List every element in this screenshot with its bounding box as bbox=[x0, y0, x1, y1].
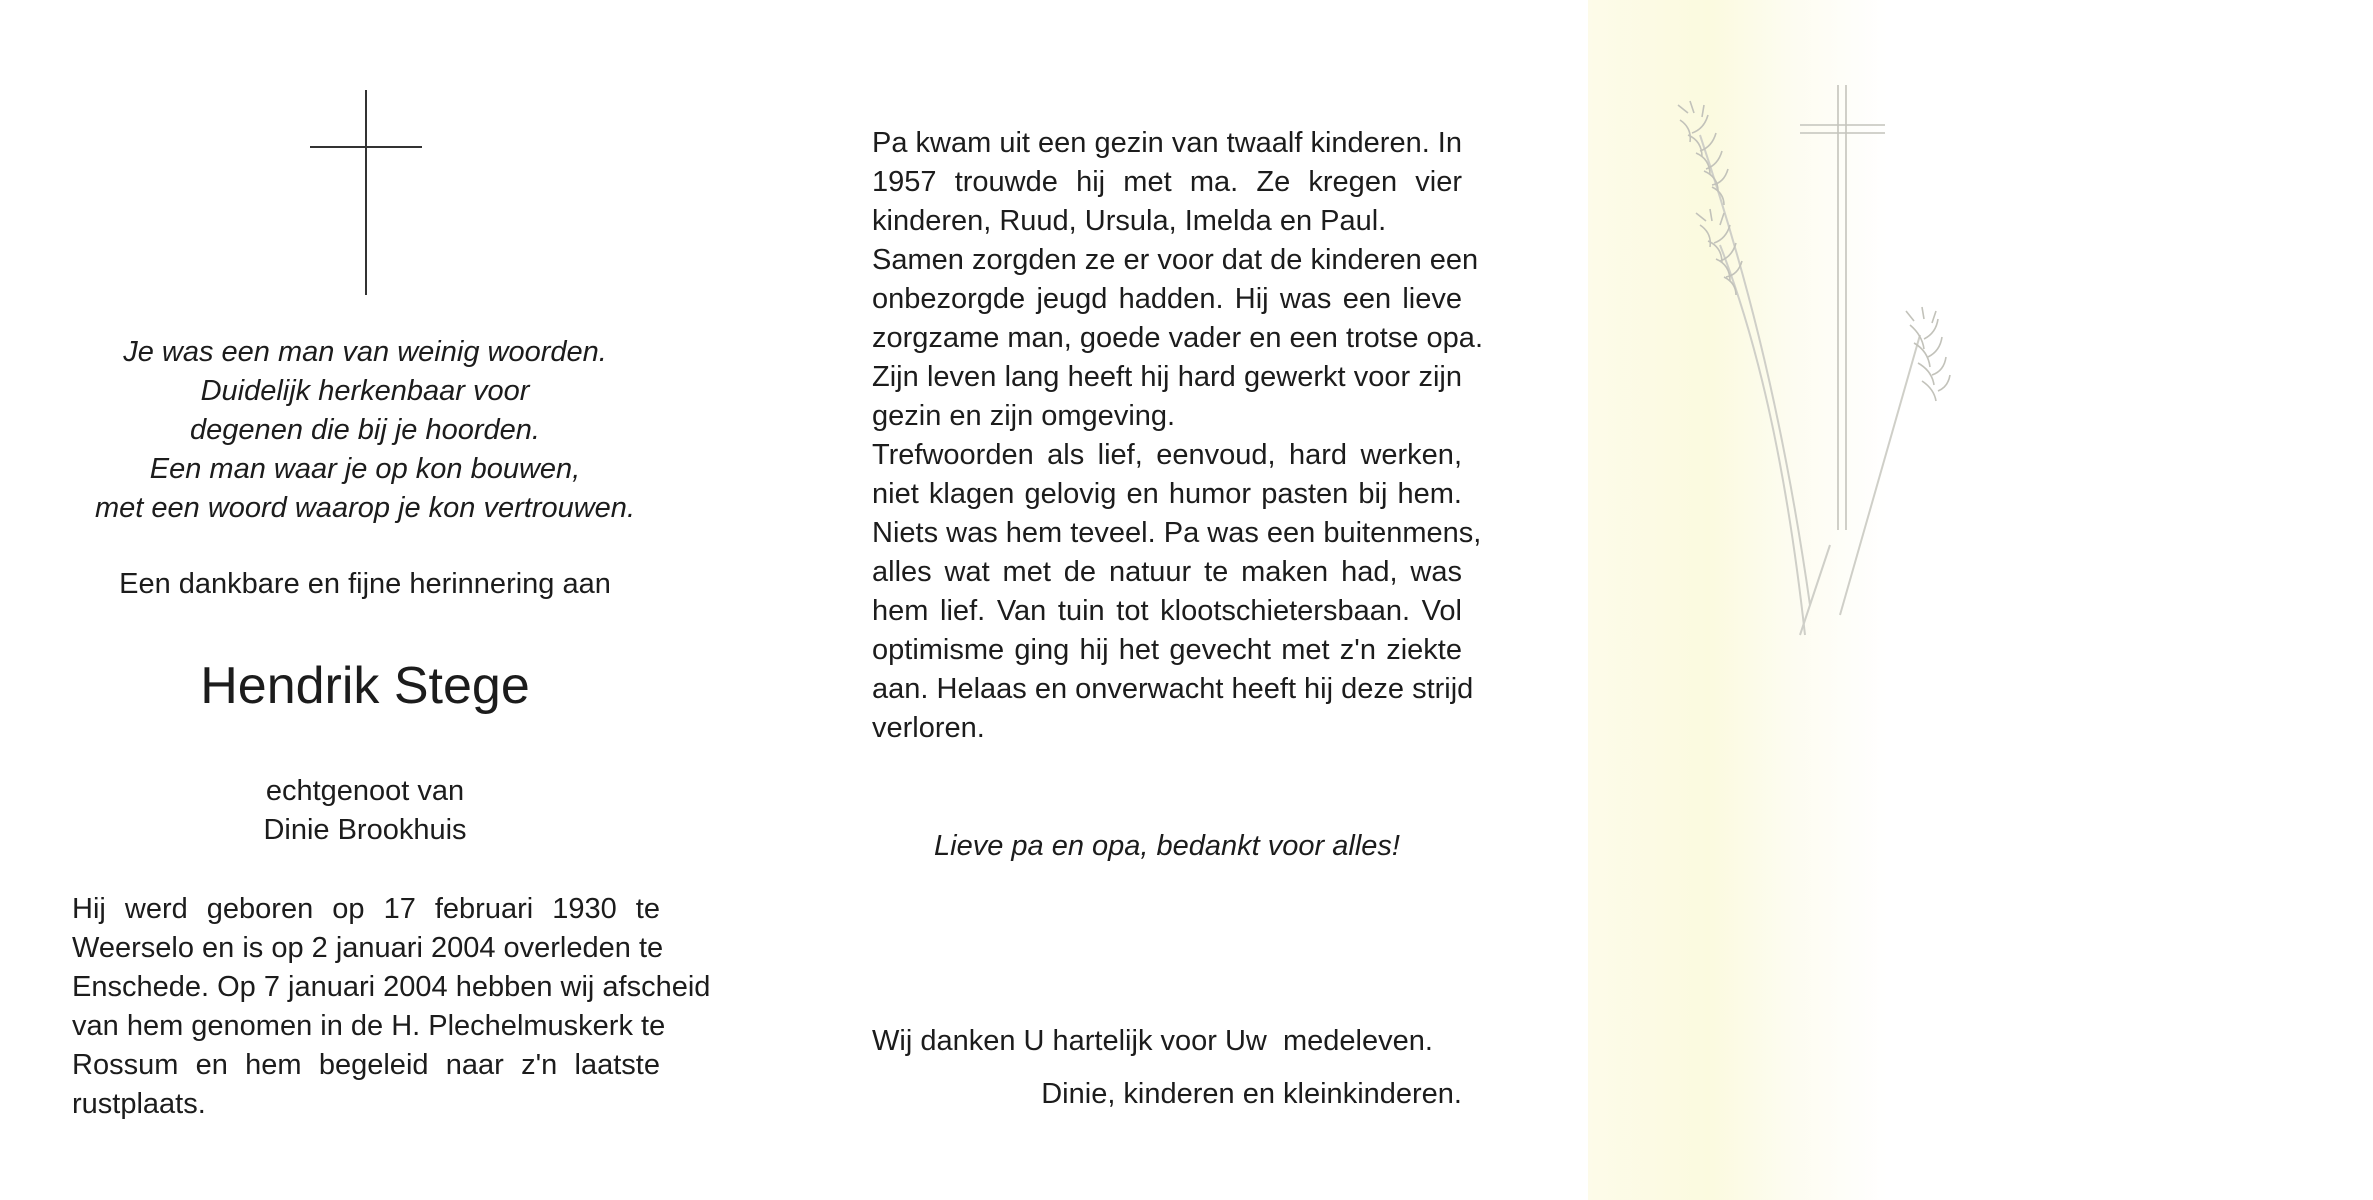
left-panel bbox=[0, 0, 780, 1200]
thanks-text: Wij danken U hartelijk voor Uw medeleven. bbox=[872, 1025, 1433, 1057]
cross-icon bbox=[1800, 85, 1885, 530]
spouse-block bbox=[60, 772, 670, 850]
deceased-name: Hendrik Stege bbox=[200, 657, 530, 715]
life-story bbox=[872, 124, 1483, 748]
bio-line: Weerselo en is op 2 januari 2004 overleden te bbox=[72, 932, 664, 964]
story-line: aan. Helaas en onverwacht heeft hij deze strijd bbox=[872, 673, 1474, 705]
story-line: 1957 trouwde hij met ma. Ze kregen vier bbox=[872, 166, 1462, 198]
story-line: Samen zorgden ze er voor dat de kinderen een bbox=[872, 244, 1479, 276]
poem-line: Duidelijk herkenbaar voor bbox=[200, 375, 530, 407]
story-line: onbezorgde jeugd hadden. Hij was een lieve bbox=[872, 283, 1462, 315]
story-line: kinderen, Ruud, Ursula, Imelda en Paul. bbox=[872, 205, 1387, 237]
poem bbox=[60, 333, 670, 528]
story-line: verloren. bbox=[872, 712, 985, 744]
poem-line: Je was een man van weinig woorden. bbox=[123, 336, 607, 368]
story-line: zorgzame man, goede vader en een trotse opa. bbox=[872, 322, 1483, 354]
poem-line: Een man waar je op kon bouwen, bbox=[149, 453, 581, 485]
story-line: Zijn leven lang heeft hij hard gewerkt voor zijn bbox=[872, 361, 1462, 393]
poem-line: met een woord waarop je kon vertrouwen. bbox=[94, 492, 635, 524]
bio-line: rustplaats. bbox=[72, 1088, 206, 1120]
story-line: Trefwoorden als lief, eenvoud, hard werken, bbox=[872, 439, 1462, 471]
bio-line: Rossum en hem begeleid naar z'n laatste bbox=[72, 1049, 660, 1081]
story-line: hem lief. Van tuin tot klootschietersbaan. Vol bbox=[872, 595, 1462, 627]
bio-line: Enschede. Op 7 januari 2004 hebben wij afscheid bbox=[72, 971, 711, 1003]
story-line: gezin en zijn omgeving. bbox=[872, 400, 1176, 432]
poem-line: degenen die bij je hoorden. bbox=[190, 414, 540, 446]
wheat-icon bbox=[1660, 75, 1980, 645]
story-line: Pa kwam uit een gezin van twaalf kinderen. In bbox=[872, 127, 1462, 159]
spouse-name: Dinie Brookhuis bbox=[263, 814, 467, 846]
intro-text: Een dankbare en fijne herinnering aan bbox=[119, 568, 611, 600]
story-line: optimisme ging hij het gevecht met z'n ziekte bbox=[872, 634, 1462, 666]
story-line: Niets was hem teveel. Pa was een buitenmens, bbox=[872, 517, 1482, 549]
story-line: niet klagen gelovig en humor pasten bij hem. bbox=[872, 478, 1462, 510]
story-line: alles wat met de natuur te maken had, was bbox=[872, 556, 1462, 588]
bio-line: van hem genomen in de H. Plechelmuskerk te bbox=[72, 1010, 666, 1042]
cross-icon bbox=[310, 90, 422, 295]
bio-line: Hij werd geboren op 17 februari 1930 te bbox=[72, 893, 660, 925]
spouse-label: echtgenoot van bbox=[265, 775, 465, 807]
closing-quote: Lieve pa en opa, bedankt voor alles! bbox=[934, 830, 1400, 862]
family-signature: Dinie, kinderen en kleinkinderen. bbox=[1041, 1078, 1462, 1110]
biography bbox=[72, 890, 711, 1124]
